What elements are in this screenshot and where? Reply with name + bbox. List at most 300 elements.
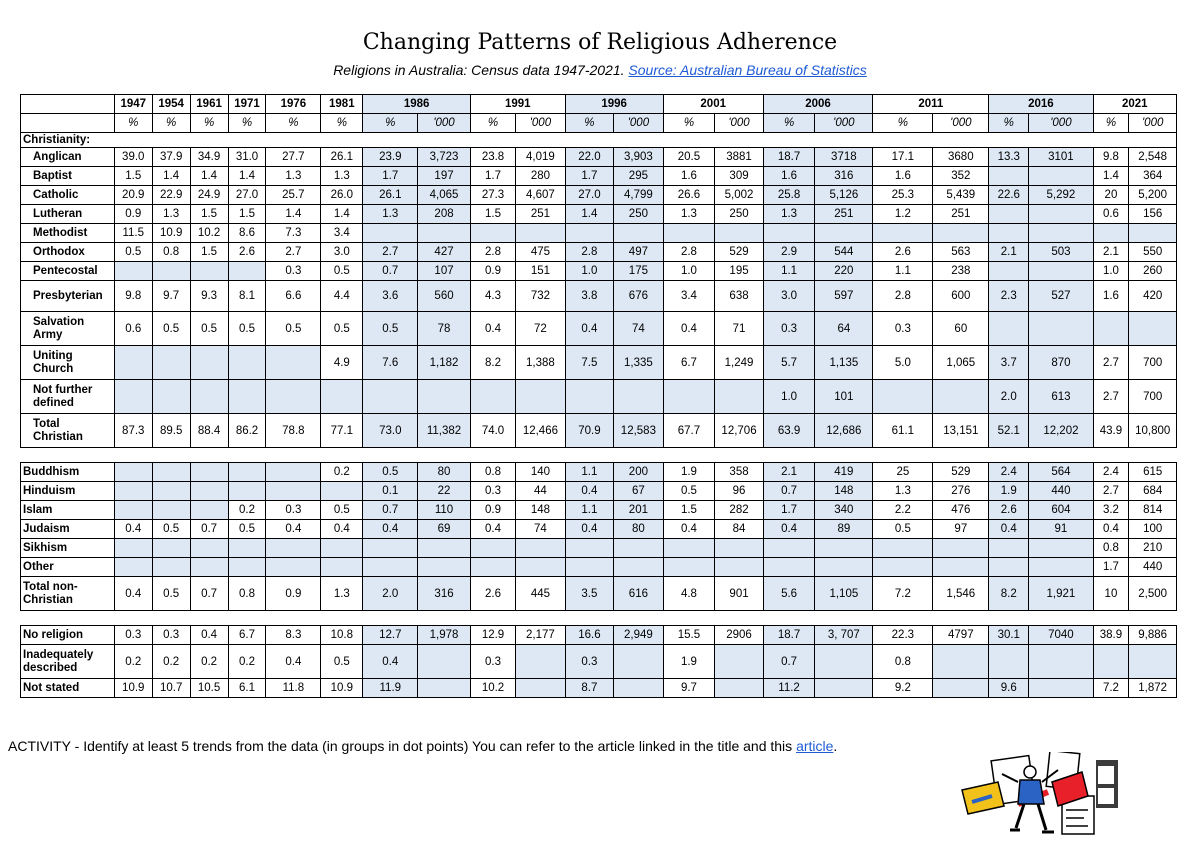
data-cell: 700 — [1129, 346, 1177, 380]
data-cell: 7.2 — [1093, 679, 1129, 698]
row-label: Not stated — [21, 679, 115, 698]
unit-header-row — [21, 114, 1177, 133]
table-row — [21, 558, 1177, 577]
row-label: Catholic — [21, 186, 115, 205]
data-cell — [114, 482, 152, 501]
data-cell: 282 — [715, 501, 763, 520]
data-cell: 151 — [516, 262, 566, 281]
data-cell — [266, 539, 321, 558]
data-cell: 12.9 — [470, 626, 515, 645]
data-cell: 0.4 — [470, 312, 515, 346]
data-cell: 1,249 — [715, 346, 763, 380]
data-cell — [1129, 224, 1177, 243]
row-label: Anglican — [21, 148, 115, 167]
data-cell: 5.0 — [873, 346, 933, 380]
data-cell — [614, 679, 664, 698]
data-cell: 419 — [815, 463, 873, 482]
data-cell: 0.8 — [873, 645, 933, 679]
data-cell — [114, 346, 152, 380]
data-cell: 280 — [516, 167, 566, 186]
unit-header: '000 — [933, 114, 989, 133]
data-cell: 527 — [1029, 281, 1093, 312]
data-cell: 4.8 — [663, 577, 715, 611]
year-header: 2006 — [763, 95, 873, 114]
data-cell: 1,388 — [516, 346, 566, 380]
data-cell: 97 — [933, 520, 989, 539]
data-cell: 107 — [418, 262, 471, 281]
data-cell: 39.0 — [114, 148, 152, 167]
data-cell — [266, 380, 321, 414]
data-cell: 544 — [815, 243, 873, 262]
data-cell: 13,151 — [933, 414, 989, 448]
data-cell: 1.5 — [470, 205, 515, 224]
data-cell: 64 — [815, 312, 873, 346]
data-cell — [663, 539, 715, 558]
data-cell: 2.9 — [763, 243, 815, 262]
data-cell: 0.5 — [873, 520, 933, 539]
article-link[interactable]: article — [796, 738, 834, 754]
data-cell: 0.3 — [873, 312, 933, 346]
data-cell: 0.3 — [152, 626, 190, 645]
data-cell: 1.3 — [321, 577, 363, 611]
data-cell: 7040 — [1029, 626, 1093, 645]
data-cell: 20.9 — [114, 186, 152, 205]
data-cell — [989, 312, 1029, 346]
data-cell: 80 — [614, 520, 664, 539]
data-cell: 7.6 — [363, 346, 418, 380]
data-cell: 10.2 — [190, 224, 228, 243]
data-cell: 0.9 — [470, 262, 515, 281]
data-cell — [1093, 224, 1129, 243]
data-cell: 1.4 — [190, 167, 228, 186]
data-cell — [1129, 645, 1177, 679]
row-label: Salvation Army — [21, 312, 115, 346]
data-cell: 91 — [1029, 520, 1093, 539]
data-cell — [266, 558, 321, 577]
data-cell — [190, 482, 228, 501]
data-cell — [114, 380, 152, 414]
table-row — [21, 243, 1177, 262]
data-cell — [565, 224, 613, 243]
data-cell — [1029, 558, 1093, 577]
data-cell — [715, 380, 763, 414]
table-row — [21, 281, 1177, 312]
data-cell — [266, 346, 321, 380]
data-cell: 0.3 — [266, 262, 321, 281]
unit-header: % — [470, 114, 515, 133]
data-cell: 5,292 — [1029, 186, 1093, 205]
data-cell: 529 — [933, 463, 989, 482]
table-row — [21, 262, 1177, 281]
data-cell: 309 — [715, 167, 763, 186]
data-cell: 2.1 — [989, 243, 1029, 262]
data-cell: 10,800 — [1129, 414, 1177, 448]
data-cell: 11.9 — [363, 679, 418, 698]
data-cell: 3.2 — [1093, 501, 1129, 520]
data-cell — [152, 501, 190, 520]
data-cell: 26.1 — [363, 186, 418, 205]
data-cell — [1029, 679, 1093, 698]
unit-header: % — [363, 114, 418, 133]
data-cell — [815, 558, 873, 577]
unit-header: % — [763, 114, 815, 133]
data-cell: 2.7 — [1093, 380, 1129, 414]
data-cell — [763, 224, 815, 243]
data-cell: 1.0 — [663, 262, 715, 281]
data-cell: 84 — [715, 520, 763, 539]
data-cell: 2906 — [715, 626, 763, 645]
data-cell — [663, 224, 715, 243]
row-label: Baptist — [21, 167, 115, 186]
data-cell — [190, 501, 228, 520]
data-cell: 70.9 — [565, 414, 613, 448]
data-cell: 25 — [873, 463, 933, 482]
data-cell: 560 — [418, 281, 471, 312]
data-cell: 2.4 — [989, 463, 1029, 482]
data-cell: 61.1 — [873, 414, 933, 448]
data-cell — [363, 224, 418, 243]
data-cell: 2.7 — [1093, 346, 1129, 380]
data-cell — [565, 539, 613, 558]
data-cell — [1029, 167, 1093, 186]
data-cell: 251 — [516, 205, 566, 224]
data-cell: 69 — [418, 520, 471, 539]
data-cell: 27.3 — [470, 186, 515, 205]
data-cell: 2.7 — [266, 243, 321, 262]
data-cell: 1,105 — [815, 577, 873, 611]
data-cell: 427 — [418, 243, 471, 262]
data-cell — [1093, 312, 1129, 346]
data-cell: 1,135 — [815, 346, 873, 380]
row-label: Pentecostal — [21, 262, 115, 281]
data-cell — [470, 380, 515, 414]
data-cell — [321, 558, 363, 577]
data-cell: 9.6 — [989, 679, 1029, 698]
data-cell: 27.0 — [228, 186, 266, 205]
data-cell — [873, 539, 933, 558]
data-cell: 9.3 — [190, 281, 228, 312]
table-row — [21, 224, 1177, 243]
data-cell: 12,583 — [614, 414, 664, 448]
data-cell: 25.3 — [873, 186, 933, 205]
data-cell: 340 — [815, 501, 873, 520]
data-cell: 27.0 — [565, 186, 613, 205]
table-row — [21, 539, 1177, 558]
data-cell: 352 — [933, 167, 989, 186]
data-cell: 0.2 — [190, 645, 228, 679]
data-cell: 74 — [516, 520, 566, 539]
row-spacer — [21, 611, 1177, 626]
data-cell: 0.6 — [1093, 205, 1129, 224]
data-cell — [114, 463, 152, 482]
data-cell: 3,723 — [418, 148, 471, 167]
data-cell — [321, 539, 363, 558]
data-cell — [228, 346, 266, 380]
unit-header: % — [565, 114, 613, 133]
data-cell: 156 — [1129, 205, 1177, 224]
data-cell — [614, 380, 664, 414]
data-cell: 0.5 — [321, 501, 363, 520]
year-header: 1961 — [190, 95, 228, 114]
data-cell: 25.7 — [266, 186, 321, 205]
data-cell: 63.9 — [763, 414, 815, 448]
data-cell: 1.7 — [470, 167, 515, 186]
data-cell: 0.4 — [190, 626, 228, 645]
data-cell — [152, 346, 190, 380]
data-cell: 563 — [933, 243, 989, 262]
data-cell: 2.2 — [873, 501, 933, 520]
data-cell — [418, 539, 471, 558]
data-cell: 12,466 — [516, 414, 566, 448]
data-cell — [321, 482, 363, 501]
row-label: Not further defined — [21, 380, 115, 414]
unit-header: % — [266, 114, 321, 133]
data-cell: 1.4 — [266, 205, 321, 224]
data-cell: 295 — [614, 167, 664, 186]
data-cell: 1.1 — [565, 501, 613, 520]
row-label: Judaism — [21, 520, 115, 539]
data-cell: 2.6 — [873, 243, 933, 262]
row-label: No religion — [21, 626, 115, 645]
data-cell: 1.4 — [228, 167, 266, 186]
data-cell: 10 — [1093, 577, 1129, 611]
data-cell: 73.0 — [363, 414, 418, 448]
data-cell: 208 — [418, 205, 471, 224]
data-cell: 89.5 — [152, 414, 190, 448]
data-cell: 0.4 — [266, 520, 321, 539]
data-cell — [114, 539, 152, 558]
unit-header: % — [190, 114, 228, 133]
data-cell — [715, 645, 763, 679]
data-cell: 78 — [418, 312, 471, 346]
data-cell — [715, 558, 763, 577]
data-cell — [266, 463, 321, 482]
data-cell: 2,500 — [1129, 577, 1177, 611]
data-cell: 616 — [614, 577, 664, 611]
data-cell: 732 — [516, 281, 566, 312]
data-cell: 475 — [516, 243, 566, 262]
data-cell: 148 — [815, 482, 873, 501]
data-cell: 52.1 — [989, 414, 1029, 448]
data-cell — [228, 558, 266, 577]
data-cell: 1.6 — [763, 167, 815, 186]
data-cell: 72 — [516, 312, 566, 346]
data-cell: 2.8 — [565, 243, 613, 262]
data-cell: 87.3 — [114, 414, 152, 448]
unit-header: '000 — [1129, 114, 1177, 133]
data-cell: 4.3 — [470, 281, 515, 312]
data-cell: 20 — [1093, 186, 1129, 205]
data-cell: 11.5 — [114, 224, 152, 243]
data-cell — [565, 558, 613, 577]
data-cell — [989, 539, 1029, 558]
data-cell: 0.3 — [266, 501, 321, 520]
data-cell — [1029, 312, 1093, 346]
data-cell: 1.6 — [1093, 281, 1129, 312]
data-cell: 6.7 — [228, 626, 266, 645]
data-cell — [516, 558, 566, 577]
data-cell: 60 — [933, 312, 989, 346]
data-cell: 0.8 — [470, 463, 515, 482]
table-row — [21, 205, 1177, 224]
data-cell: 2.0 — [363, 577, 418, 611]
year-header: 1947 — [114, 95, 152, 114]
table-row — [21, 482, 1177, 501]
data-cell: 3.8 — [565, 281, 613, 312]
data-cell: 0.4 — [470, 520, 515, 539]
data-cell: 1.5 — [190, 243, 228, 262]
data-cell: 0.3 — [114, 626, 152, 645]
data-cell: 0.2 — [228, 501, 266, 520]
table-row — [21, 167, 1177, 186]
data-cell: 140 — [516, 463, 566, 482]
section-label: Christianity: — [21, 133, 1177, 148]
data-cell: 1.3 — [763, 205, 815, 224]
data-cell — [815, 645, 873, 679]
data-cell: 12.7 — [363, 626, 418, 645]
data-cell: 0.4 — [321, 520, 363, 539]
data-cell: 1,182 — [418, 346, 471, 380]
data-cell: 529 — [715, 243, 763, 262]
data-cell — [873, 558, 933, 577]
data-cell: 2.8 — [470, 243, 515, 262]
data-cell — [989, 262, 1029, 281]
page-subtitle — [0, 62, 1200, 78]
data-cell: 0.9 — [470, 501, 515, 520]
data-cell: 0.5 — [152, 520, 190, 539]
data-cell — [418, 558, 471, 577]
data-cell: 0.4 — [363, 645, 418, 679]
row-label: Uniting Church — [21, 346, 115, 380]
data-cell: 1.2 — [873, 205, 933, 224]
data-cell: 0.5 — [228, 520, 266, 539]
data-cell: 26.6 — [663, 186, 715, 205]
corner-cell — [21, 114, 115, 133]
data-cell: 0.7 — [763, 645, 815, 679]
data-cell: 8.7 — [565, 679, 613, 698]
data-cell: 8.3 — [266, 626, 321, 645]
data-cell: 10.7 — [152, 679, 190, 698]
data-cell — [614, 539, 664, 558]
data-cell: 22.0 — [565, 148, 613, 167]
data-cell: 0.4 — [763, 520, 815, 539]
data-cell: 316 — [815, 167, 873, 186]
data-cell — [614, 224, 664, 243]
data-cell — [1029, 262, 1093, 281]
data-cell: 96 — [715, 482, 763, 501]
data-cell: 358 — [715, 463, 763, 482]
data-cell: 4,019 — [516, 148, 566, 167]
data-cell: 11.8 — [266, 679, 321, 698]
data-cell: 260 — [1129, 262, 1177, 281]
data-cell: 0.2 — [152, 645, 190, 679]
data-cell: 10.9 — [321, 679, 363, 698]
data-cell: 3,903 — [614, 148, 664, 167]
data-cell: 7.5 — [565, 346, 613, 380]
data-cell — [228, 539, 266, 558]
data-cell: 100 — [1129, 520, 1177, 539]
table-row — [21, 679, 1177, 698]
data-cell: 3.6 — [363, 281, 418, 312]
data-cell: 18.7 — [763, 148, 815, 167]
data-cell: 22.3 — [873, 626, 933, 645]
data-cell: 4,065 — [418, 186, 471, 205]
year-header: 1986 — [363, 95, 470, 114]
data-cell: 3881 — [715, 148, 763, 167]
data-cell: 1.7 — [763, 501, 815, 520]
data-cell: 9,886 — [1129, 626, 1177, 645]
data-cell: 0.7 — [363, 501, 418, 520]
year-header: 2016 — [989, 95, 1093, 114]
table-row — [21, 626, 1177, 645]
data-cell: 2.6 — [989, 501, 1029, 520]
unit-header: % — [663, 114, 715, 133]
data-cell: 0.8 — [228, 577, 266, 611]
data-cell: 1,065 — [933, 346, 989, 380]
data-cell: 1.3 — [321, 167, 363, 186]
data-cell: 0.4 — [565, 520, 613, 539]
data-cell: 2.4 — [1093, 463, 1129, 482]
data-cell: 0.5 — [321, 645, 363, 679]
data-cell: 1.1 — [565, 463, 613, 482]
data-cell — [715, 679, 763, 698]
data-cell: 0.5 — [321, 312, 363, 346]
data-cell: 0.4 — [565, 312, 613, 346]
data-cell — [363, 558, 418, 577]
data-cell: 503 — [1029, 243, 1093, 262]
data-cell — [1029, 205, 1093, 224]
data-cell: 89 — [815, 520, 873, 539]
data-cell — [152, 262, 190, 281]
table-row — [21, 501, 1177, 520]
year-header: 2021 — [1093, 95, 1176, 114]
data-cell: 2.0 — [989, 380, 1029, 414]
data-cell: 8.6 — [228, 224, 266, 243]
data-cell: 4797 — [933, 626, 989, 645]
data-cell: 0.9 — [266, 577, 321, 611]
data-cell — [152, 558, 190, 577]
data-cell: 2.1 — [1093, 243, 1129, 262]
data-cell: 3, 707 — [815, 626, 873, 645]
data-cell: 870 — [1029, 346, 1093, 380]
data-cell: 0.5 — [363, 312, 418, 346]
table-row — [21, 148, 1177, 167]
unit-header: % — [873, 114, 933, 133]
data-cell — [190, 380, 228, 414]
data-cell — [715, 224, 763, 243]
data-cell: 901 — [715, 577, 763, 611]
data-cell: 1.7 — [1093, 558, 1129, 577]
religion-census-table — [20, 94, 1177, 698]
row-label: Inadequately described — [21, 645, 115, 679]
data-cell: 12,706 — [715, 414, 763, 448]
source-link[interactable]: Source: Australian Bureau of Statistics — [628, 62, 867, 78]
data-cell — [470, 224, 515, 243]
data-cell: 2.8 — [873, 281, 933, 312]
data-cell: 0.5 — [190, 312, 228, 346]
data-cell: 0.9 — [114, 205, 152, 224]
data-cell: 1.5 — [663, 501, 715, 520]
data-cell — [152, 482, 190, 501]
data-cell: 0.5 — [152, 577, 190, 611]
data-cell: 9.7 — [152, 281, 190, 312]
data-cell: 0.7 — [190, 520, 228, 539]
data-cell: 17.1 — [873, 148, 933, 167]
data-cell: 2.7 — [1093, 482, 1129, 501]
data-cell: 10.2 — [470, 679, 515, 698]
data-cell — [663, 380, 715, 414]
data-cell: 0.3 — [763, 312, 815, 346]
